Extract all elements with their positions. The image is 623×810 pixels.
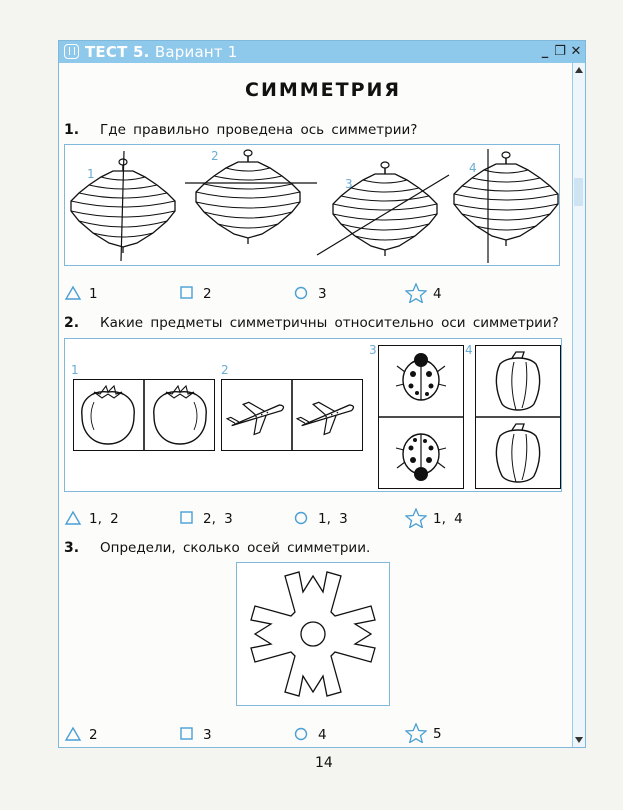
answer-label: 5 (433, 726, 442, 742)
window-title (85, 41, 238, 63)
star-icon (405, 723, 427, 743)
answer-label: 2 (203, 286, 212, 302)
scroll-thumb[interactable] (574, 178, 583, 206)
square-icon (178, 726, 196, 742)
answer-label: 1, 2 (89, 511, 119, 527)
page-number: 14 (315, 755, 333, 771)
document-icon (64, 44, 79, 59)
square-icon (178, 510, 196, 526)
question-1-text: Где правильно проведена ось симметрии? (100, 122, 418, 138)
star-cross-shape (237, 563, 389, 705)
pepper-pair (475, 345, 561, 489)
variant-label: Вариант 1 (154, 43, 238, 61)
star-icon (405, 283, 427, 303)
circle-icon (293, 510, 311, 526)
square-icon (178, 285, 196, 301)
answer-label: 4 (433, 286, 442, 302)
title-bar (59, 41, 585, 63)
answer-label: 3 (203, 727, 212, 743)
figure-label-3: 3 (345, 177, 353, 191)
figure-label-4: 4 (469, 161, 477, 175)
airplane-icon (222, 380, 362, 450)
ladybug-pair (378, 345, 464, 489)
close-button[interactable]: ✕ (570, 44, 582, 59)
tomato-pair (73, 379, 215, 451)
question-1-number: 1. (64, 122, 80, 138)
spinning-tops-drawing (65, 145, 561, 267)
question-3-figure (236, 562, 390, 706)
circle-icon (293, 285, 311, 301)
answer-label: 1 (89, 286, 98, 302)
question-3-number: 3. (64, 540, 80, 556)
pepper-icon (476, 346, 560, 488)
question-2-number: 2. (64, 315, 80, 331)
airplane-pair (221, 379, 363, 451)
star-icon (405, 508, 427, 528)
ladybug-icon (379, 346, 463, 488)
answer-label: 1, 3 (318, 511, 348, 527)
figure-label-3: 3 (369, 343, 377, 357)
answer-label: 4 (318, 727, 327, 743)
tomato-icon (74, 380, 214, 450)
triangle-icon (64, 726, 82, 742)
answer-label: 3 (318, 286, 327, 302)
figure-label-2: 2 (221, 363, 229, 377)
answer-label: 2, 3 (203, 511, 233, 527)
circle-icon (293, 726, 311, 742)
vertical-scrollbar[interactable] (572, 63, 585, 747)
question-1-figure (64, 144, 560, 266)
question-3-text: Определи, сколько осей симметрии. (100, 540, 371, 556)
figure-label-4: 4 (465, 343, 473, 357)
triangle-icon (64, 510, 82, 526)
question-2-text: Какие предметы симметричны относительно оси симметрии? (100, 315, 559, 331)
answer-label: 1, 4 (433, 511, 463, 527)
question-2-figure (64, 338, 562, 492)
figure-label-1: 1 (71, 363, 79, 377)
figure-label-1: 1 (87, 167, 95, 181)
scroll-down-icon[interactable] (575, 737, 583, 743)
triangle-icon (64, 285, 82, 301)
minimize-button[interactable]: _ (541, 44, 549, 59)
scroll-up-icon[interactable] (575, 67, 583, 73)
restore-button[interactable]: ❐ (554, 44, 566, 59)
answer-label: 2 (89, 727, 98, 743)
test-label: ТЕСТ 5. (85, 43, 150, 61)
page-title: СИММЕТРИЯ (245, 79, 402, 101)
figure-label-2: 2 (211, 149, 219, 163)
